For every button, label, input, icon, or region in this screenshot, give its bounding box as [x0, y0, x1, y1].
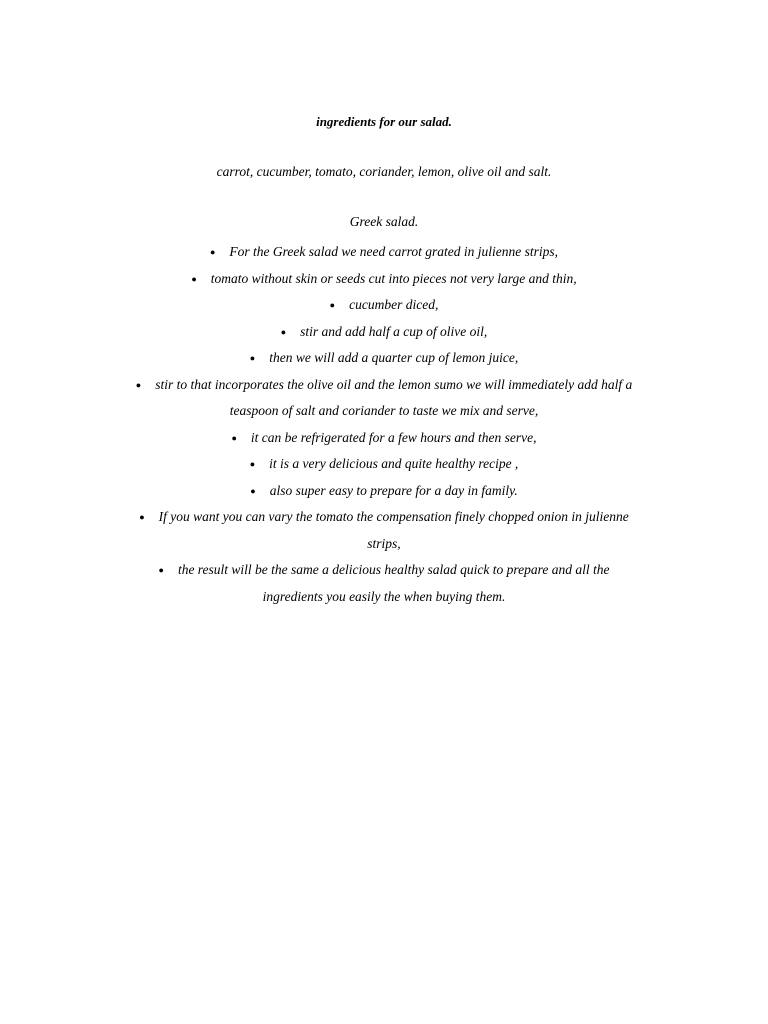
- bullet-icon: ●: [250, 485, 256, 496]
- list-item-text: cucumber diced,: [349, 297, 439, 312]
- bullet-icon: ●: [191, 273, 197, 284]
- bullet-icon: ●: [249, 459, 256, 469]
- list-item: [134, 504, 634, 557]
- list-item: [0, 292, 768, 319]
- bullet-icon: ●: [139, 512, 145, 522]
- list-item: [0, 239, 768, 266]
- list-item: [134, 372, 634, 425]
- bullet-icon: ●: [158, 565, 164, 575]
- list-item-text: then we will add a quarter cup of lemon juice,: [269, 350, 519, 365]
- list-item-text: it is a very delicious and quite healthy recipe ,: [269, 456, 519, 471]
- list-item-text: For the Greek salad we need carrot grated in julienne strips,: [229, 244, 558, 259]
- document-title: ingredients for our salad.: [316, 114, 452, 129]
- bullet-icon: ●: [280, 326, 287, 337]
- list-item-text: the result will be the same a delicious healthy salad quick to prepare and all the ingredients you easily the when buying them.: [177, 562, 610, 604]
- bullet-icon: ●: [209, 247, 216, 257]
- bullet-icon: ●: [231, 432, 237, 443]
- recipe-steps-list: [0, 239, 768, 610]
- list-item-text: stir and add half a cup of olive oil,: [300, 323, 488, 339]
- list-item: [0, 478, 768, 505]
- bullet-icon: ●: [329, 300, 336, 310]
- ingredients-line: carrot, cucumber, tomato, coriander, lemon, olive oil and salt.: [216, 164, 552, 179]
- bullet-icon: ●: [135, 379, 142, 390]
- list-item: [0, 451, 768, 478]
- list-item-text: stir to that incorporates the olive oil and the lemon sumo we will immediately add half a teaspoon of salt and coriander to taste we mix and serve,: [155, 376, 633, 418]
- list-item: [130, 557, 638, 610]
- list-item: [0, 319, 768, 346]
- list-item-text: also super easy to prepare for a day in family.: [269, 482, 518, 498]
- list-item: [0, 425, 768, 452]
- list-item-text: it can be refrigerated for a few hours and then serve,: [250, 429, 537, 445]
- list-item: [0, 345, 768, 372]
- list-item-text: tomato without skin or seeds cut into pieces not very large and thin,: [210, 270, 577, 286]
- list-item-text: If you want you can vary the tomato the compensation finely chopped onion in julienne strips,: [158, 509, 629, 551]
- bullet-icon: ●: [249, 353, 256, 363]
- recipe-subtitle: Greek salad.: [349, 214, 419, 229]
- list-item: [0, 266, 768, 293]
